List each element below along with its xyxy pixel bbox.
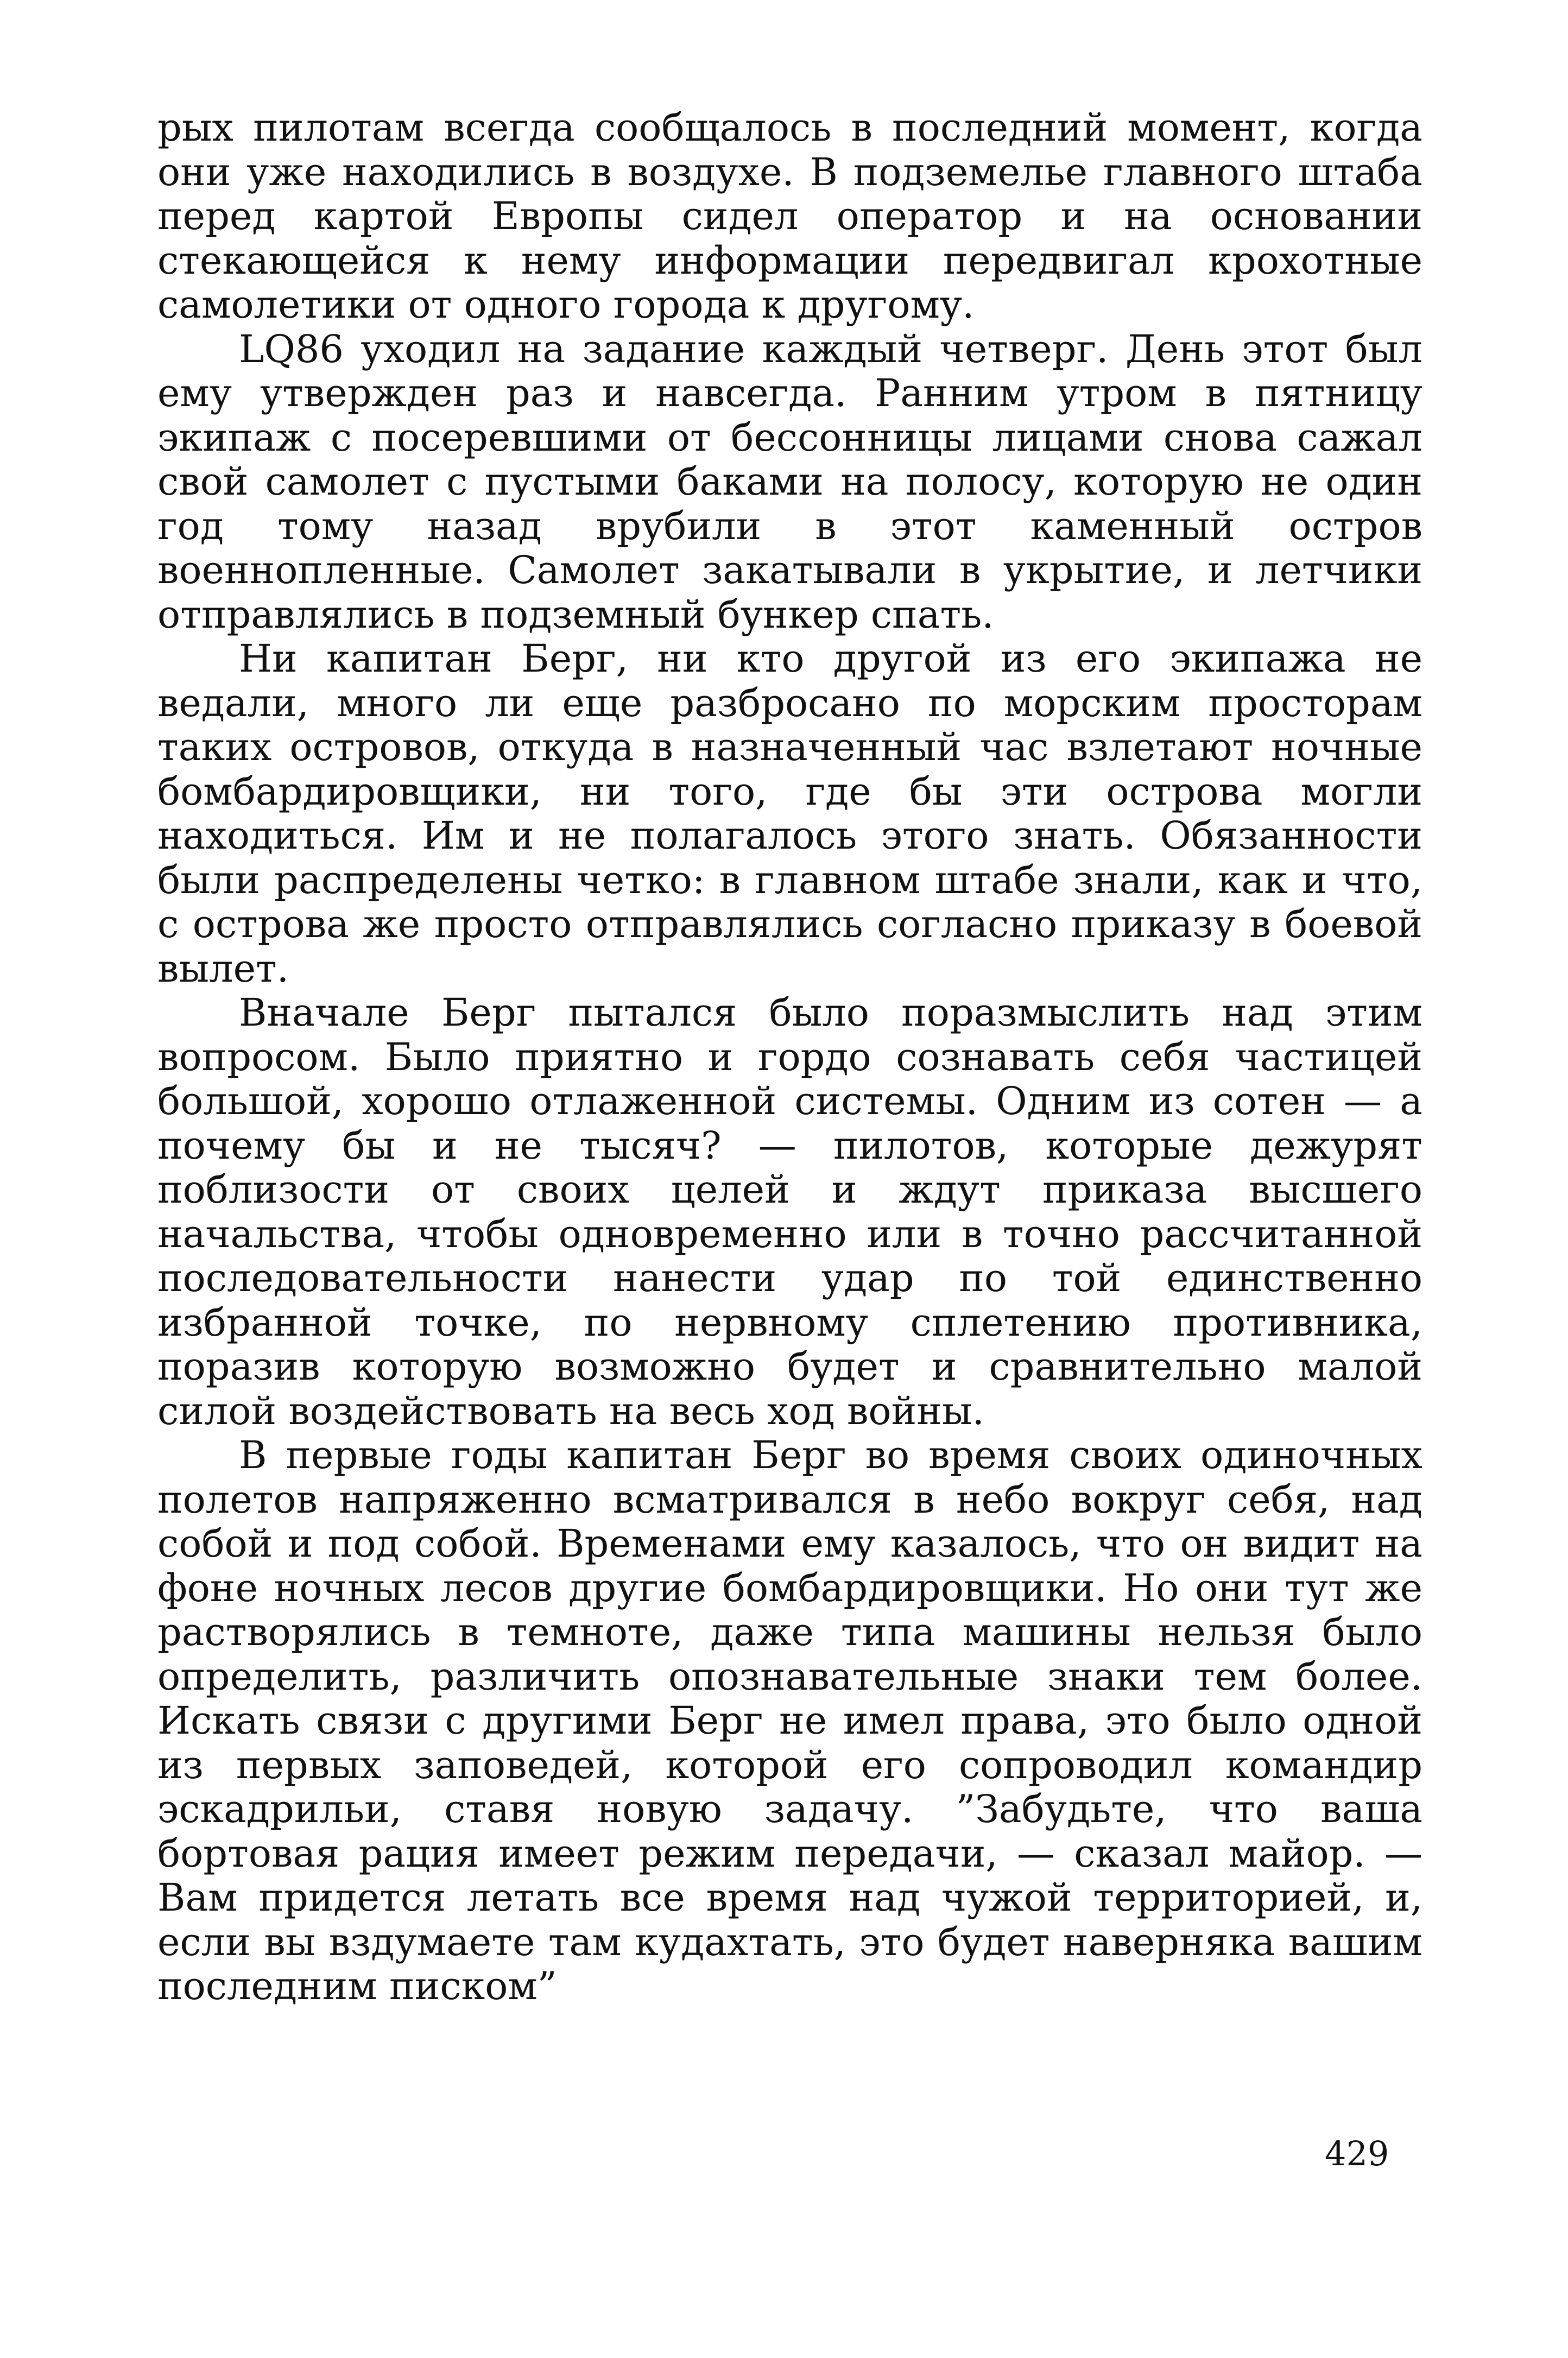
paragraph: Вначале Берг пытался было поразмыслить над этим вопросом. Было приятно и гордо сознавать себя частицей большой, хорошо отлаженной системы. Одним из сотен — а почему бы и не тысяч? — пилотов, которые дежурят поблизости от своих целей и ждут приказа высшего начальства, чтобы одновременно или в точно рассчитанной последовательности нанести удар по той единственно избранной точке, по нервному сплетению противника, поразив которую возможно будет и сравнительно малой силой воздействовать на весь ход войны. xyxy=(157,990,1422,1433)
page-text-block xyxy=(157,106,1422,2009)
paragraph-continuation: рых пилотам всегда сообщалось в последний момент, когда они уже находились в воздухе. В подземелье главного штаба перед картой Европы сидел оператор и на основании стекающейся к нему информации передвигал крохотные самолетики от одного города к другому. xyxy=(157,105,1422,327)
page-number: 429 xyxy=(1325,2134,1389,2173)
paragraph: Ни капитан Берг, ни кто другой из его экипажа не ведали, много ли еще разбросано по морским просторам таких островов, откуда в назначенный час взлетают ночные бомбардировщики, ни того, где бы эти острова могли находиться. Им и не полагалось этого знать. Обязанности были распределены четко: в главном штабе знали, как и что, с острова же просто отправлялись согласно приказу в боевой вылет. xyxy=(157,636,1422,991)
paragraph: LQ86 уходил на задание каждый четверг. День этот был ему утвержден раз и навсегда. Ранним утром в пятницу экипаж с посеревшими от бессонницы лицами снова сажал свой самолет с пустыми баками на полосу, которую не один год тому назад врубили в этот каменный остров военнопленные. Самолет закатывали в укрытие, и летчики отправлялись в подземный бункер спать. xyxy=(157,326,1422,637)
paragraph: В первые годы капитан Берг во время своих одиночных полетов напряженно всматривался в небо вокруг себя, над собой и под собой. Временами ему казалось, что он видит на фоне ночных лесов другие бомбардировщики. Но они тут же растворялись в темноте, даже типа машины нельзя было определить, различить опознавательные знаки тем более. Искать связи с другими Берг не имел права, это было одной из первых заповедей, которой его сопроводил командир эскадрильи, ставя новую задачу. ”Забудьте, что ваша бортовая рация имеет режим передачи, — сказал майор. — Вам придется летать все время над чужой территорией, и, если вы вздумаете там кудахтать, это будет наверняка вашим последним писком” xyxy=(157,1433,1422,2008)
